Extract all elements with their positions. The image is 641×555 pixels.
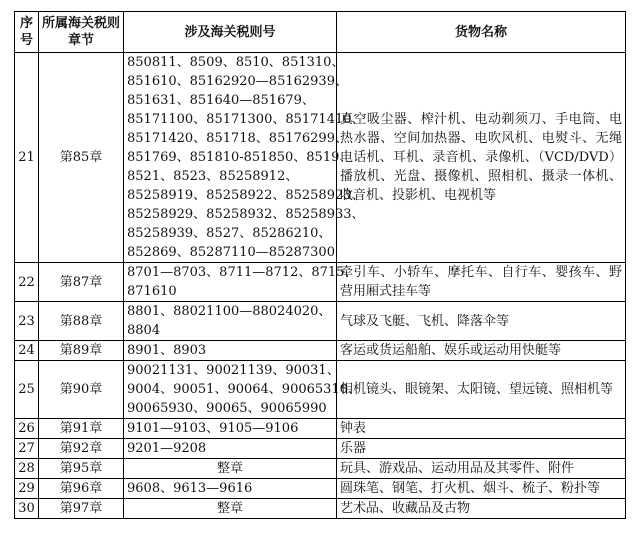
row-goods: 真空吸尘器、榨汁机、电动剃须刀、手电筒、电热水器、空间加热器、电吹风机、电熨斗、无绳电话机、耳机、录音机、录像机、（VCD/DVD）播放机、光盘、摄像机、照相机、摄录一体机、收音机、投影机、电视机等 <box>337 53 626 263</box>
row-goods: 乐器 <box>337 439 626 459</box>
code-line: 8901、8903 <box>127 343 207 358</box>
header-no: 序号 <box>15 12 39 53</box>
code-line: 85258929、85258932、85258933、 <box>127 207 365 222</box>
code-line: 9004、90051、90064、90065310、 <box>127 382 361 397</box>
code-line: 90065930、90065、90065990 <box>127 401 327 416</box>
table-row <box>15 302 626 341</box>
code-line: 90021131、90021139、90031、 <box>127 363 340 378</box>
row-chapter: 第87章 <box>39 263 124 302</box>
table-row <box>15 361 626 419</box>
row-chapter: 第90章 <box>39 361 124 419</box>
row-chapter: 第96章 <box>39 479 124 499</box>
code-line: 9101—9103、9105—9106 <box>127 421 299 436</box>
header-goods: 货物名称 <box>337 12 626 53</box>
code-line: 8701—8703、8711—8712、8715、 <box>127 265 358 280</box>
code-line: 8804 <box>127 323 161 338</box>
row-number: 26 <box>15 419 39 439</box>
header-row <box>15 12 626 53</box>
row-number: 24 <box>15 341 39 361</box>
code-line: 851631、851640—851679、 <box>127 93 315 108</box>
code-line: 85258939、8527、85286210、 <box>127 226 332 241</box>
row-goods: 气球及飞艇、飞机、降落伞等 <box>337 302 626 341</box>
code-line: 9608、9613—9616 <box>127 481 253 496</box>
row-number: 25 <box>15 361 39 419</box>
row-codes <box>124 419 337 439</box>
row-chapter: 第92章 <box>39 439 124 459</box>
tariff-table-container <box>14 11 626 519</box>
code-line: 871610 <box>127 284 177 299</box>
tariff-table <box>14 11 626 519</box>
row-chapter: 第88章 <box>39 302 124 341</box>
row-codes <box>124 499 337 519</box>
row-chapter: 第91章 <box>39 419 124 439</box>
row-codes <box>124 302 337 341</box>
table-row <box>15 53 626 263</box>
row-goods: 艺术品、收藏品及古物 <box>337 499 626 519</box>
code-line: 850811、8509、8510、851310、 <box>127 55 345 70</box>
row-goods: 钟表 <box>337 419 626 439</box>
row-codes <box>124 263 358 302</box>
row-codes <box>124 439 337 459</box>
row-chapter: 第97章 <box>39 499 124 519</box>
table-row <box>15 459 626 479</box>
table-row <box>15 263 626 302</box>
code-line: 851610、85162920—85162939、 <box>127 74 348 89</box>
table-row <box>15 341 626 361</box>
code-line: 整章 <box>216 501 243 516</box>
row-chapter: 第95章 <box>39 459 124 479</box>
row-number: 29 <box>15 479 39 499</box>
row-chapter: 第85章 <box>39 53 124 263</box>
row-number: 27 <box>15 439 39 459</box>
row-goods: 牵引车、小轿车、摩托车、自行车、婴孩车、野营用厢式挂车等 <box>337 263 626 302</box>
code-line: 851769、851810-851850、8519、 <box>127 150 353 165</box>
code-line: 85258919、85258922、85258923、 <box>127 188 365 203</box>
code-line: 8801、88021100—88024020、 <box>127 304 332 319</box>
row-codes <box>124 361 361 419</box>
row-codes <box>124 479 337 499</box>
row-chapter: 第89章 <box>39 341 124 361</box>
row-goods: 客运或货运船舶、娱乐或运动用快艇等 <box>337 341 626 361</box>
code-line: 8521、8523、85258912、 <box>127 169 299 184</box>
row-codes <box>124 459 337 479</box>
table-row <box>15 439 626 459</box>
row-goods: 圆珠笔、钢笔、打火机、烟斗、梳子、粉扑等 <box>337 479 626 499</box>
code-line: 852869、85287110—85287300 <box>127 245 335 260</box>
table-row <box>15 499 626 519</box>
row-codes <box>124 341 337 361</box>
code-line: 85171420、851718、85176299、 <box>127 131 348 146</box>
table-row <box>15 479 626 499</box>
table-row <box>15 419 626 439</box>
row-number: 30 <box>15 499 39 519</box>
row-number: 23 <box>15 302 39 341</box>
code-line: 整章 <box>216 461 243 476</box>
row-codes <box>124 53 365 263</box>
row-goods: 玩具、游戏品、运动用品及其零件、附件 <box>337 459 626 479</box>
header-chapter: 所属海关税则章节 <box>39 12 124 53</box>
row-number: 22 <box>15 263 39 302</box>
row-number: 21 <box>15 53 39 263</box>
row-number: 28 <box>15 459 39 479</box>
code-line: 85171100、85171300、85171410、 <box>127 112 365 127</box>
header-codes: 涉及海关税则号 <box>124 12 337 53</box>
row-goods: 相机镜头、眼镜架、太阳镜、望远镜、照相机等 <box>337 361 626 419</box>
code-line: 9201—9208 <box>127 441 207 456</box>
